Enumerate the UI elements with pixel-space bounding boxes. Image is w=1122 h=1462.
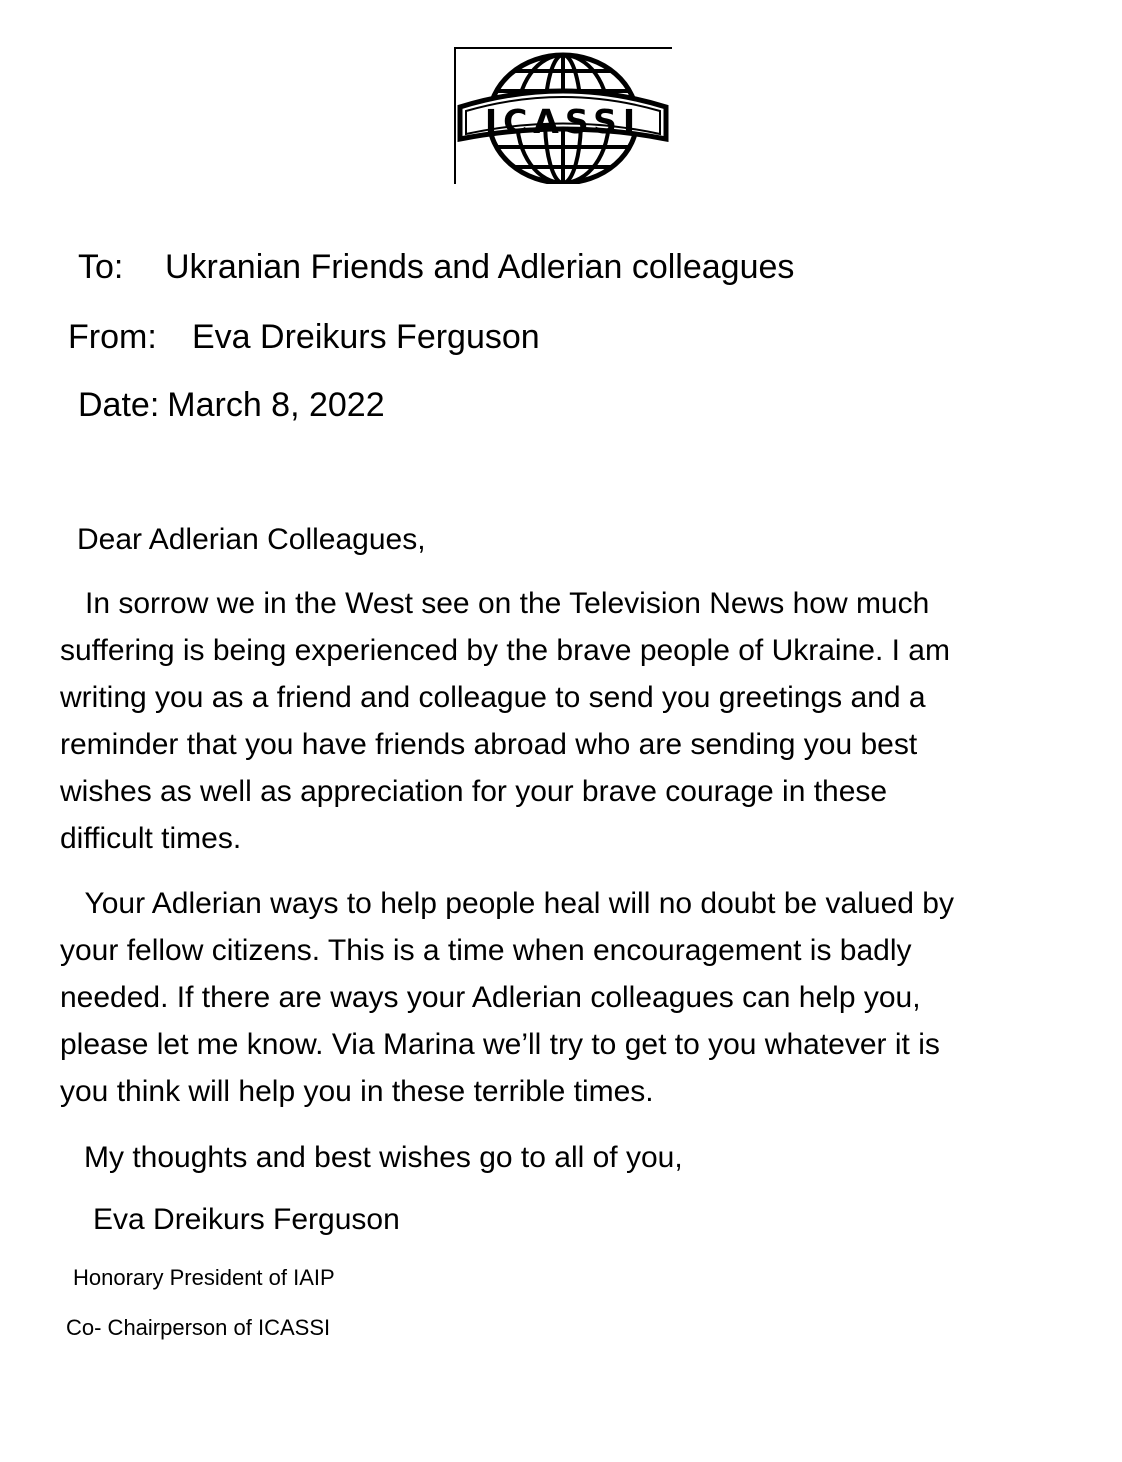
from-line xyxy=(68,317,540,357)
date-label: Date: xyxy=(78,386,160,424)
to-value: Ukranian Friends and Adlerian colleagues xyxy=(165,248,795,286)
icassi-logo xyxy=(454,47,672,184)
paragraph-2-line: needed. If there are ways your Adlerian colleagues can help you, xyxy=(60,981,921,1014)
paragraph-1-line: difficult times. xyxy=(60,822,242,855)
signer-title-2: Co- Chairperson of ICASSI xyxy=(66,1315,331,1340)
from-label: From: xyxy=(68,318,157,356)
paragraph-2-line: you think will help you in these terrible times. xyxy=(60,1075,654,1108)
paragraph-1-line: reminder that you have friends abroad who are sending you best xyxy=(60,728,918,761)
paragraph-1 xyxy=(60,580,1060,862)
paragraph-2-line: Your Adlerian ways to help people heal will no doubt be valued by xyxy=(60,887,954,920)
date-line xyxy=(78,385,385,425)
closing-line: My thoughts and best wishes go to all of you, xyxy=(84,1141,683,1174)
globe-logo-icon xyxy=(454,47,672,184)
logo-text: ICASSI xyxy=(484,102,642,141)
to-line xyxy=(78,247,794,287)
paragraph-2 xyxy=(60,880,1060,1115)
date-value: March 8, 2022 xyxy=(167,386,385,424)
greeting: Dear Adlerian Colleagues, xyxy=(77,523,426,556)
paragraph-1-line: wishes as well as appreciation for your brave courage in these xyxy=(60,775,888,808)
from-value: Eva Dreikurs Ferguson xyxy=(192,318,540,356)
to-label: To: xyxy=(78,248,124,286)
paragraph-1-line: writing you as a friend and colleague to send you greetings and a xyxy=(60,681,926,714)
signature-name: Eva Dreikurs Ferguson xyxy=(93,1203,400,1236)
paragraph-2-line: your fellow citizens. This is a time when encouragement is badly xyxy=(60,934,912,967)
paragraph-1-line: suffering is being experienced by the brave people of Ukraine. I am xyxy=(60,634,950,667)
paragraph-2-line: please let me know. Via Marina we’ll try to get to you whatever it is xyxy=(60,1028,940,1061)
paragraph-1-line: In sorrow we in the West see on the Television News how much xyxy=(60,587,930,620)
signer-title-1: Honorary President of IAIP xyxy=(73,1265,335,1290)
